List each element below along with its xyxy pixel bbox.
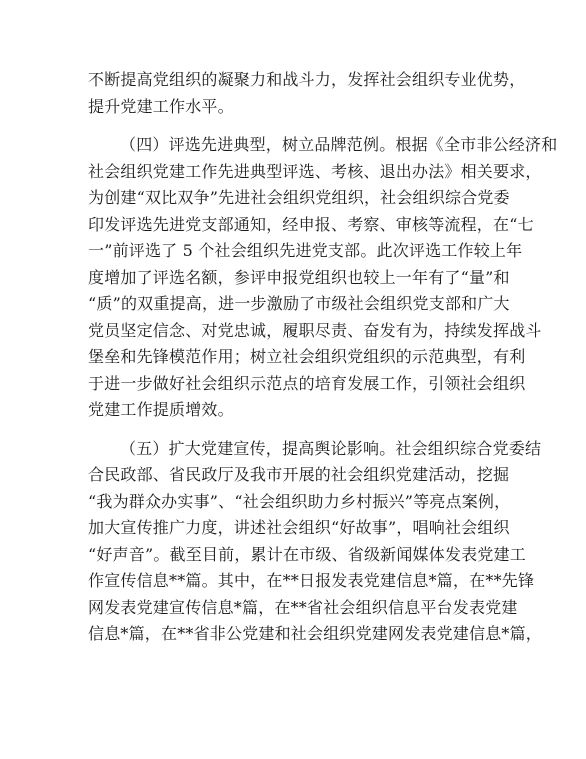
text-line: （五）扩大党建宣传，提高舆论影响。社会组织综合党委结	[120, 438, 542, 458]
text-line: 信息*篇，在**省非公党建和社会组织党建网发表党建信息*篇，	[88, 624, 543, 643]
document-page	[88, 67, 558, 660]
text-line: 社会组织党建工作先进典型评选、考核、退出办法》相关要求，	[88, 161, 542, 181]
text-line: “我为群众办实事”、“社会组织助力乡村振兴”等亮点案例，	[88, 491, 511, 511]
text-line: 不断提高党组织的凝聚力和战斗力，发挥社会组织专业优势，	[88, 70, 526, 89]
text-line: 党员坚定信念、对党忠诚，履职尽责、奋发有为，持续发挥战斗	[88, 320, 542, 340]
text-line: 度增加了评选名额，参评申报党组织也较上一年有了“量”和	[88, 267, 510, 287]
paragraph-section-5	[88, 436, 543, 648]
text-line: “好声音”。截至目前，累计在市级、省级新闻媒体发表党建工	[88, 544, 526, 564]
text-line: 作宣传信息**篇。其中，在**日报发表党建信息*篇，在**先锋	[88, 571, 535, 590]
text-line: 提升党建工作水平。	[88, 96, 234, 116]
paragraph-section-4	[88, 132, 558, 424]
text-line: 党建工作提质增效。	[88, 400, 234, 419]
text-line: 合民政部、省民政厅及我市开展的社会组织党建活动，挖掘	[88, 465, 510, 484]
text-line: 网发表党建宣传信息*篇，在**省社会组织信息平台发表党建	[88, 597, 518, 617]
text-line: 加大宣传推广力度，讲述社会组织“好故事”，唱响社会组织	[88, 518, 510, 537]
text-line: 为创建“双比双争”先进社会组织党组织，社会组织综合党委	[88, 188, 510, 207]
text-line: “质”的双重提高，进一步激励了市级社会组织党支部和广大	[88, 294, 510, 313]
text-line: 于进一步做好社会组织示范点的培育发展工作，引领社会组织	[88, 373, 526, 393]
paragraph-continuation	[88, 67, 526, 120]
text-line: 一”前评选了 5 个社会组织先进党支部。此次评选工作较上年	[88, 241, 523, 260]
text-line: （四）评选先进典型，树立品牌范例。根据《全市非公经济和	[120, 135, 558, 154]
text-line: 印发评选先进党支部通知，经申报、考察、审核等流程，在“七	[88, 214, 534, 234]
text-line: 堡垒和先锋模范作用；树立社会组织党组织的示范典型，有利	[88, 347, 526, 366]
